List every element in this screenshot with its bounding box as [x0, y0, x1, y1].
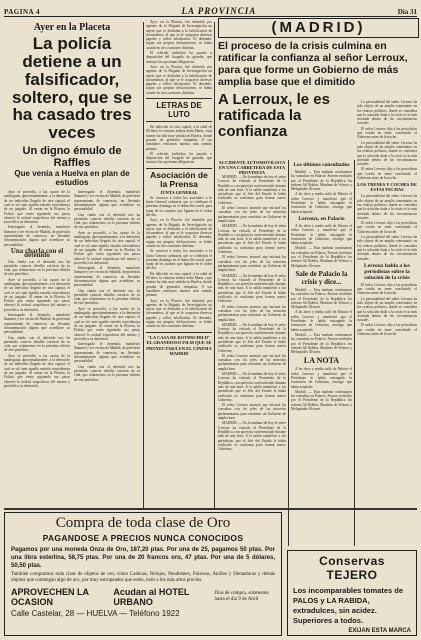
right-col-b-body-2: [291, 224, 352, 268]
paragraph: El señor Lerroux anunció que iniciará las consultas con los jefes de las minorías parlamentarias para constituir un Gobierno de amplia base.: [218, 255, 286, 273]
column-rule: [143, 22, 144, 508]
paragraph: El referido individuo ha pasado a disposición del Juzgado de guardia, que instruye las oportunas diligencias.: [146, 51, 212, 64]
paragraph: La personalidad del señor Lerroux ha sido objeto de un amplio comentario en los centros políticos, donde se considera que la solución dada a la crisis es la más acertada dentro de las circunstancias actuales.: [357, 235, 417, 261]
date-label: Día 31: [397, 8, 417, 16]
madrid-banner: (MADRID): [218, 18, 419, 38]
ad-tejero-footer: EXIJAN ESTA MARCA: [348, 628, 411, 634]
paragraph: Interrogado el detenido, manifestó llamarse y ser vecino de Madrid, de profesión representante de comercio, no llevando documentación alguna que acreditase su personalidad.: [4, 225, 70, 247]
paragraph: Interrogado el detenido, manifestó llamarse y ser vecino de Madrid, de profesión representante de comercio, no llevando documentación alguna que acreditase su personalidad.: [74, 190, 140, 212]
paragraph: Ayer se procedió, a las cuatro de la madrugada, aproximadamente, a la detención de un individuo llegado de otra capital, el cual se vió ante aquella extraña coincidencia de un juzgado. Al entrar en la Placeta, la Policía que venía siguiendo sus pasos observó la actitud sospechosa del mismo y procedió a su detención.: [4, 353, 70, 388]
paragraph: Ha fallecido en esta capital, a la edad de 68 años, la virtuosa señora doña María, cuya muerte ha sido muy sentida en Huelva, donde gozaba de generales simpatías. A sus familiares enviamos nuestro más sentido pésame.: [146, 125, 212, 151]
paragraph: El señor Lerroux dijo a los periodistas que confía en tener constituido el Gobierno antes de la noche.: [357, 167, 417, 181]
ad-gold-hotel: Acudan al HOTEL URBANO: [113, 587, 190, 607]
paragraph: Ayer, en la Placeta, fué detenido por agentes de la Brigada de Investigación un sujeto que se dedicaba a la falsificación de documentos, al que se le ocuparon diversos papeles y sellos falsificados. El detenido, según sus propias declaraciones, se había casado en tres ocasiones distintas.: [146, 218, 212, 248]
assoc-sub: JUNTA GENERAL: [160, 189, 198, 195]
paragraph: A las doce y media salió de Palacio el señor Lerroux y manifestó que el Presidente le había encargado la formación de Gobierno, encargo que había aceptado.: [291, 310, 352, 332]
right-col-b-body-4: [291, 367, 352, 411]
paragraph: El señor Lerroux anunció que iniciará las consultas con los jefes de las minorías parlamentarias para constituir un Gobierno de amplia base.: [218, 304, 286, 322]
sale-palacio-subhead: Sale de Palacio la crisis y dice...: [295, 269, 348, 286]
trenes-subhead: LOS TRENES Y COCHES DE ESTAS FECHAS: [357, 182, 417, 193]
ad-compra-oro: [4, 512, 282, 636]
section-letras-de-luto: [146, 98, 212, 122]
right-col-a: [218, 160, 286, 506]
paragraph: Madrid. — Esta mañana continuaron las consultas en Palacio. Fueron recibidos por el Presidente de la República los señores Gil Robles, Martínez de Velasco y Melquíades Álvarez.: [291, 332, 352, 355]
column-rule: [214, 22, 215, 508]
headline-policia: La policía detiene a un falsificador, soltero, que se ha casado tres veces: [12, 34, 132, 143]
paragraph: Se convoca a todos los asociados a la Junta General ordinaria que se celebrará el próximo domingo en el domicilio social, para tratar de los asuntos que figuran en el orden del día.: [146, 195, 212, 217]
paragraph: Interrogado el detenido, manifestó llamarse y ser vecino de Madrid, de profesión representante de comercio, no llevando documentación alguna que acreditase su personalidad.: [74, 266, 140, 288]
paragraph: Ayer, en la Placeta, fué detenido por agentes de la Brigada de Investigación un sujeto que se dedicaba a la falsificación de documentos, al que se le ocuparon diversos papeles y sellos falsificados. El detenido, según sus propias declaraciones, se había casado en tres ocasiones distintas.: [146, 20, 212, 50]
left-column: [4, 20, 140, 506]
column-rule: [288, 160, 289, 546]
paragraph: El referido individuo ha pasado a disposición del Juzgado de guardia, que instruye las oportunas diligencias.: [146, 151, 212, 165]
kicker-placeta: Ayer en la Placeta: [33, 22, 111, 33]
paragraph: Madrid. — Esta mañana continuaron las consultas en Palacio. Fueron recibidos por el Presidente de la República los señores Gil Robles, Martínez de Velasco y Melquíades Álvarez.: [291, 287, 352, 310]
paragraph: A las doce y media salió de Palacio el señor Lerroux y manifestó que el Presidente le había encargado la formación de Gobierno, encargo que había aceptado.: [291, 367, 352, 389]
paragraph: Madrid. — Esta mañana continuaron las consultas en Palacio. Fueron recibidos por el Presidente de la República los señores Gil Robles, Martínez de Velasco y Melquíades Álvarez.: [291, 389, 352, 412]
ad-gold-prices: Pagamos por una moneda Onza de Oro, 187,20 ptas. Por una de 25, pagamos 50 ptas. Por una libra esterlina, 58,75 ptas. Por una de 20 francos oro, 47 ptas. Por una de 5 dólares, 50,50 ptas.: [11, 547, 275, 569]
paragraph: Ayer se procedió, a las cuatro de la madrugada, aproximadamente, a la detención de un individuo llegado de otra capital, el cual se vió ante aquella extraña coincidencia de un juzgado. Al entrar en la Placeta, la Policía que venía siguiendo sus pasos observó la actitud sospechosa del mismo y procedió a su detención.: [74, 230, 140, 265]
paragraph: Madrid. — Esta mañana continuaron las consultas en Palacio. Fueron recibidos por el Presidente de la República los señores Gil Robles, Martínez de Velasco y Melquíades Álvarez.: [291, 170, 352, 192]
paragraph: El señor Lerroux dijo a los periodistas que confía en tener constituido el Gobierno antes de la noche.: [357, 221, 417, 234]
section-rule: [4, 508, 417, 510]
newspaper-title: LA PROVINCIA: [181, 6, 257, 16]
assoc-body: [146, 196, 212, 329]
masthead: [4, 4, 417, 17]
paragraph: MADRID. — En la mañana de hoy el señor Lerroux ha visitado al Presidente de la República, con quien ha conferenciado durante más de una hora. A la salida manifestó a los periodistas que el Jefe del Estado le había ratificado su confianza para formar nuevo Gobierno.: [218, 421, 286, 452]
story-title-charla: Una charla con el detenido: [10, 246, 64, 260]
paragraph: MADRID. — En la mañana de hoy el señor Lerroux ha visitado al Presidente de la República, con quien ha conferenciado durante más de una hora. A la salida manifestó a los periodistas que el Jefe del Estado le había ratificado su confianza para formar nuevo Gobierno.: [218, 273, 286, 304]
paragraph: El señor Lerroux dijo a los periodistas que confía en tener constituido el Gobierno antes de la noche.: [357, 126, 417, 140]
paragraph: Ayer, en la Placeta, fué detenido por agentes de la Brigada de Investigación un sujeto que se dedicaba a la falsificación de documentos, al que se le ocuparon diversos papeles y sellos falsificados. El detenido, según sus propias declaraciones, se había casado en tres ocasiones distintas.: [146, 298, 212, 329]
paragraph: Ha fallecido en esta capital, a la edad de 68 años, la virtuosa señora doña María, cuya muerte ha sido muy sentida en Huelva, donde gozaba de generales simpatías. A sus familiares enviamos nuestro más sentido pésame.: [146, 271, 212, 298]
paragraph: Se convoca a todos los asociados a la Junta General ordinaria que se celebrará el próximo domingo en el domicilio social, para tratar de los asuntos que figuran en el orden del día.: [146, 249, 212, 271]
ad-gold-cta: APROVECHEN LA OCASION: [11, 587, 89, 607]
paragraph: Una charla con el detenido nos ha permitido conocer detalles curiosos de su vida, que relataremos en la próxima edición de este periódico.: [4, 335, 70, 353]
paragraph: El señor Lerroux anunció que iniciará las consultas con los jefes de las minorías parlamentarias para constituir un Gobierno de amplia base.: [218, 206, 286, 223]
headline-crisis: El proceso de la crisis culmina en ratificar la confianza al señor Lerroux, para que forme un Gobierno de más amplia base que el dimitido: [218, 40, 408, 88]
paragraph: Interrogado el detenido, manifestó llamarse y ser vecino de Madrid, de profesión representante de comercio, no llevando documentación alguna que acreditase su personalidad.: [74, 342, 140, 364]
ultimos-consultados-title: Los últimos consultados: [293, 162, 350, 168]
right-col-b-body: [291, 170, 352, 214]
paragraph: Una charla con el detenido nos ha permitido conocer detalles curiosos de su vida, que relataremos en la próxima edición de este periódico.: [74, 364, 140, 382]
rothschild-box: "LA CASA DE ROTHSCHILD" EL GRANDIOSO FILM QUE SE PROYECTARÁ EN EL CINEMA MADRID: [146, 332, 212, 357]
paragraph: La personalidad del señor Lerroux ha sido objeto de un amplio comentario en los centros políticos, donde se considera que la solución dada a la crisis es la más acertada dentro de las circunstancias actuales.: [357, 296, 417, 323]
lerroux-habla-subhead: Lerroux habla a los periodistas sobre la solución de la crisis: [364, 262, 410, 281]
paragraph: La personalidad del señor Lerroux ha sido objeto de un amplio comentario en los centros políticos, donde se considera que la solución dada a la crisis es la más acertada dentro de las circunstancias actuales.: [357, 140, 417, 167]
right-col-c-body-2: [357, 194, 417, 260]
paragraph: La personalidad del señor Lerroux ha sido objeto de un amplio comentario en los centros políticos, donde se considera que la solución dada a la crisis es la más acertada dentro de las circunstancias actuales.: [357, 194, 417, 220]
accidente-title: ACCIDENTE AUTOMOVILISTA EN UNA CARRETERA DE ESTA PROVINCIA: [218, 160, 286, 175]
paragraph: Ayer se procedió, a las cuatro de la madrugada, aproximadamente, a la detención de un individuo llegado de otra capital, el cual se vió ante aquella extraña coincidencia de un juzgado. Al entrar en la Placeta, la Policía que venía siguiendo sus pasos observó la actitud sospechosa del mismo y procedió a su detención.: [4, 277, 70, 312]
la-nota-subhead: LA NOTA: [303, 356, 340, 366]
paragraph: Una charla con el detenido nos ha permitido conocer detalles curiosos de su vida, que relataremos en la próxima edición de este periódico.: [74, 288, 140, 306]
col2-body-top: [146, 20, 212, 95]
assoc-title: Asociación de la Prensa: [150, 169, 208, 189]
right-col-a-body: [218, 175, 286, 451]
story-body-col-a: [4, 190, 70, 389]
ad-gold-dates: Días de compra, solamente hasta el día 9 de Abril: [214, 591, 269, 602]
right-col-c-body-3: [357, 283, 417, 337]
ad-conservas-tejero: [287, 550, 417, 636]
paragraph: Ayer, en la Placeta, fué detenido por agentes de la Brigada de Investigación un sujeto que se dedicaba a la falsificación de documentos, al que se le ocuparon diversos papeles y sellos falsificados. El detenido, según sus propias declaraciones, se había casado en tres ocasiones distintas.: [146, 64, 212, 95]
section-title: LETRAS DE LUTO: [156, 101, 202, 120]
assoc-prensa-box: [146, 168, 212, 329]
col2-luto-body: [146, 125, 212, 165]
paragraph: El señor Lerroux anunció que iniciará las consultas con los jefes de las minorías parlamentarias para constituir un Gobierno de amplia base.: [218, 403, 286, 421]
paragraph: Una charla con el detenido nos ha permitido conocer detalles curiosos de su vida, que relataremos en la próxima edición de este periódico.: [4, 259, 70, 277]
paragraph: MADRID. — En la mañana de hoy el señor Lerroux ha visitado al Presidente de la República, con quien ha conferenciado durante más de una hora. A la salida manifestó a los periodistas que el Jefe del Estado le había ratificado su confianza para formar nuevo Gobierno.: [218, 175, 286, 205]
paragraph: Interrogado el detenido, manifestó llamarse y ser vecino de Madrid, de profesión representante de comercio, no llevando documentación alguna que acreditase su personalidad.: [4, 313, 70, 335]
ad-gold-detail: También compramos toda clase de objetos de oro, como Cadenas, Relojes, Pendientes, Pulseras, Anillos y Dentaduras y demás objetos que contengan algo de oro, por muy estropeados que estén, todo a los más altos precios.: [11, 572, 275, 583]
lerroux-palacio-subhead: Lerroux, en Palacio: [298, 215, 345, 222]
right-col-c-body: [357, 100, 417, 180]
paragraph: El señor Lerroux anunció que iniciará las consultas con los jefes de las minorías parlamentarias para constituir un Gobierno de amplia base.: [218, 353, 286, 371]
middle-column: [146, 20, 212, 506]
page-number: PAGINA 4: [4, 8, 40, 16]
ad-tejero-body: Los incomparables tomates de PALOS y LA RABIDA, extradulces, sin acidez. Superiores a todos.: [293, 586, 404, 625]
right-col-c: [357, 100, 417, 546]
paragraph: MADRID. — En la mañana de hoy el señor Lerroux ha visitado al Presidente de la República, con quien ha conferenciado durante más de una hora. A la salida manifestó a los periodistas que el Jefe del Estado le había ratificado su confianza para formar nuevo Gobierno.: [218, 372, 286, 402]
paragraph: A las doce y media salió de Palacio el señor Lerroux y manifestó que el Presidente le había encargado la formación de Gobierno, encargo que había aceptado.: [291, 192, 352, 214]
paragraph: A las doce y media salió de Palacio el señor Lerroux y manifestó que el Presidente le había encargado la formación de Gobierno, encargo que había aceptado.: [291, 223, 352, 246]
paragraph: MADRID. — En la mañana de hoy el señor Lerroux ha visitado al Presidente de la República, con quien ha conferenciado durante más de una hora. A la salida manifestó a los periodistas que el Jefe del Estado le había ratificado su confianza para formar nuevo Gobierno.: [218, 322, 286, 353]
subhead-huelva: Que venía a Huelva en plan de estudios: [14, 169, 130, 188]
paragraph: El señor Lerroux dijo a los periodistas que confía en tener constituido el Gobierno antes de la noche.: [357, 282, 417, 296]
right-col-b: [291, 160, 352, 506]
ad-tejero-title: Conservas TEJERO: [319, 554, 385, 582]
ad-gold-title: Compra de toda clase de Oro: [55, 515, 231, 531]
paragraph: MADRID. — En la mañana de hoy el señor Lerroux ha visitado al Presidente de la República, con quien ha conferenciado durante más de una hora. A la salida manifestó a los periodistas que el Jefe del Estado le había ratificado su confianza para formar nuevo Gobierno.: [218, 224, 286, 255]
paragraph: La personalidad del señor Lerroux ha sido objeto de un amplio comentario en los centros políticos, donde se considera que la solución dada a la crisis es la más acertada dentro de las circunstancias actuales.: [357, 100, 417, 126]
subhead-raffles: Un digno émulo de Raffles: [22, 145, 122, 170]
right-col-b-body-3: [291, 288, 352, 354]
subheadline-lerroux: A Lerroux, le es ratificada la confianza: [218, 91, 330, 140]
paragraph: Ayer se procedió, a las cuatro de la madrugada, aproximadamente, a la detención de un individuo llegado de otra capital, el cual se vió ante aquella extraña coincidencia de un juzgado. Al entrar en la Placeta, la Policía que venía siguiendo sus pasos observó la actitud sospechosa del mismo y procedió a su detención.: [74, 306, 140, 341]
paragraph: Ayer se procedió, a las cuatro de la madrugada, aproximadamente, a la detención de un individuo llegado de otra capital, el cual se vió ante aquella extraña coincidencia de un juzgado. Al entrar en la Placeta, la Policía que venía siguiendo sus pasos observó la actitud sospechosa del mismo y procedió a su detención.: [4, 190, 70, 225]
paragraph: El señor Lerroux dijo a los periodistas que confía en tener constituido el Gobierno antes de la noche.: [357, 323, 417, 337]
paragraph: Madrid. — Esta mañana continuaron las consultas en Palacio. Fueron recibidos por el Presidente de la República los señores Gil Robles, Martínez de Velasco y Melquíades Álvarez.: [291, 246, 352, 268]
paragraph: Una charla con el detenido nos ha permitido conocer detalles curiosos de su vida, que relataremos en la próxima edición de este periódico.: [74, 212, 140, 230]
ad-gold-subtitle: PAGANDOSE A PRECIOS NUNCA CONOCIDOS: [42, 533, 244, 543]
column-rule: [354, 160, 355, 546]
story-body-col-b: [74, 190, 140, 389]
ad-gold-address: Calle Castelar, 28 — HUELVA — Teléfono 1922: [11, 609, 180, 618]
